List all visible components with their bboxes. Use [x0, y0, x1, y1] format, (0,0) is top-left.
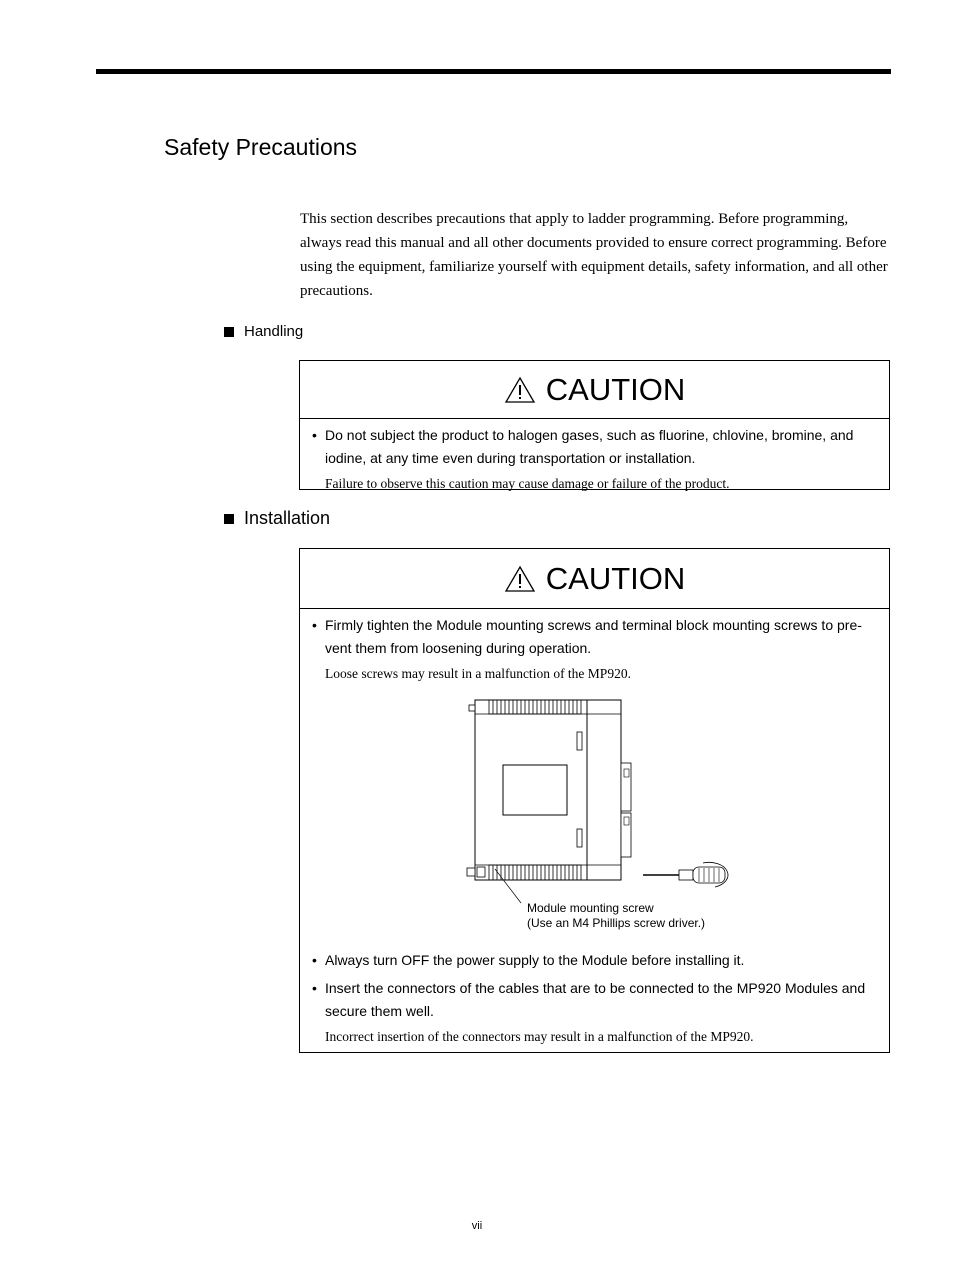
warning-triangle-icon	[504, 376, 536, 404]
black-square-icon	[224, 327, 234, 337]
section-heading-label: Installation	[244, 508, 331, 528]
caution-item	[300, 424, 875, 470]
caution-body	[300, 609, 889, 684]
intro-paragraph: This section describes precautions that apply to ladder programming. Before programming, always read this manual and all other documents provided to ensure correct programming. Before using the equipment, familiarize yourself with equipment details, safety information, and all other precautions.	[300, 211, 888, 299]
caution-title: CAUTION	[545, 371, 686, 407]
page-number: vii	[471, 1220, 483, 1232]
caution-title: CAUTION	[545, 560, 686, 596]
figure-caption	[527, 901, 705, 931]
bullet: •	[312, 980, 317, 996]
caution-note: Loose screws may result in a malfunction of the MP920.	[325, 666, 631, 681]
caution-box-installation	[299, 548, 890, 1053]
caution-item-text: Insert the connectors of the cables that are to be connected to the MP920 Modules and secure them well.	[325, 980, 866, 1019]
caution-note: Incorrect insertion of the connectors may result in a malfunction of the MP920.	[325, 1029, 754, 1044]
section-heading-handling	[224, 323, 303, 340]
caution-note: Failure to observe this caution may cause damage or failure of the product.	[325, 476, 730, 491]
caution-item-text: Do not subject the product to halogen gases, such as fluorine, chlovine, bromine, and iodine, at any time even during transportation or installation.	[325, 427, 854, 466]
black-square-icon	[224, 514, 234, 524]
warning-triangle-icon	[504, 565, 536, 593]
caution-body-lower	[300, 949, 877, 1047]
caution-body	[300, 419, 889, 494]
bullet: •	[312, 427, 317, 443]
figure-caption-line: Module mounting screw	[527, 901, 654, 915]
caution-item	[300, 949, 877, 972]
section-heading-label: Handling	[244, 323, 304, 340]
caution-header	[300, 549, 889, 609]
bullet: •	[312, 952, 317, 968]
caution-header	[300, 361, 889, 419]
top-rule	[96, 69, 891, 74]
caution-item-text: Firmly tighten the Module mounting screws and terminal block mounting screws to pre-vent them from loosening during operation.	[325, 617, 862, 656]
caution-box-handling	[299, 360, 890, 490]
caution-item	[300, 614, 875, 660]
caution-item-text: Always turn OFF the power supply to the Module before installing it.	[325, 952, 745, 968]
page-title: Safety Precautions	[164, 134, 358, 160]
bullet: •	[312, 617, 317, 633]
section-heading-installation	[224, 508, 330, 529]
figure-caption-line: (Use an M4 Phillips screw driver.)	[527, 916, 706, 930]
caution-item	[300, 977, 877, 1023]
